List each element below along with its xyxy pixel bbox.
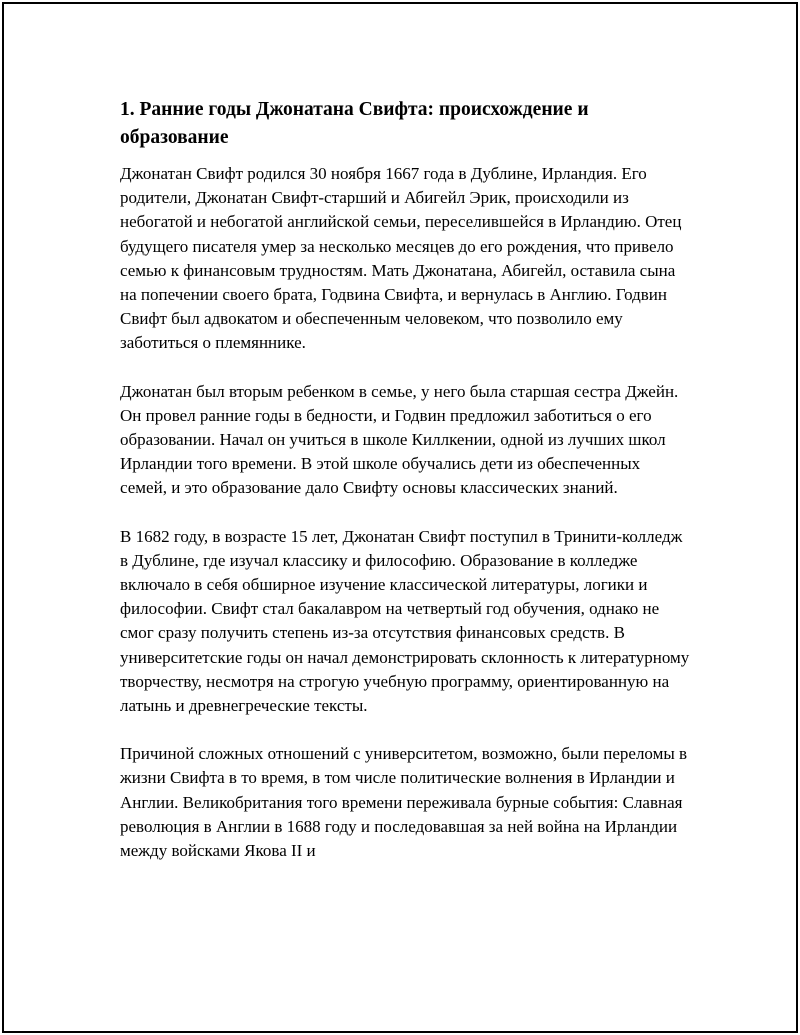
document-body bbox=[120, 96, 690, 887]
paragraph-university: В 1682 году, в возрасте 15 лет, Джонатан Свифт поступил в Тринити-колледж в Дублине, где изучал классику и философию. Образование в колледже включало в себя обширное изучение классической литературы, логики и философии. Свифт стал бакалавром на четвертый год обучения, однако не смог сразу получить степень из-за отсутствия финансовых средств. В университетские годы он начал демонстрировать склонность к литературному творчеству, несмотря на строгую учебную программу, ориентированную на латынь и древнегреческие тексты. bbox=[120, 526, 690, 716]
paragraph-childhood: Джонатан был вторым ребенком в семье, у него была старшая сестра Джейн. Он провел ранние годы в бедности, и Годвин предложил заботиться о его образовании. Начал он учиться в школе Киллкении, одной из лучших школ Ирландии того времени. В этой школе обучались дети из обеспеченных семей, и это образование дало Свифту основы классических знаний. bbox=[120, 381, 679, 498]
paragraph-political-context: Причиной сложных отношений с университетом, возможно, были переломы в жизни Свифта в то время, в том числе политические волнения в Ирландии и Англии. Великобритания того времени переживала бурные события: Славная революция в Англии в 1688 году и последовавшая за ней война на Ирландии между войсками Якова II и bbox=[120, 744, 688, 861]
paragraph-origin: Джонатан Свифт родился 30 ноября 1667 года в Дублине, Ирландия. Его родители, Джонатан Свифт-старший и Абигейл Эрик, происходили из небогатой и небогатой английской семьи, переселившейся в Ирландию. Отец будущего писателя умер за несколько месяцев до его рождения, что привело семью к финансовым трудностям. Мать Джонатана, Абигейл, оставила сына на попечении своего брата, Годвина Свифта, и вернулась в Англию. Годвин Свифт был адвокатом и обеспеченным человеком, что позволило ему заботиться о племяннике. bbox=[120, 164, 682, 353]
document-page bbox=[2, 2, 798, 1033]
section-heading: 1. Ранние годы Джонатана Свифта: происхождение и образование bbox=[120, 99, 589, 148]
